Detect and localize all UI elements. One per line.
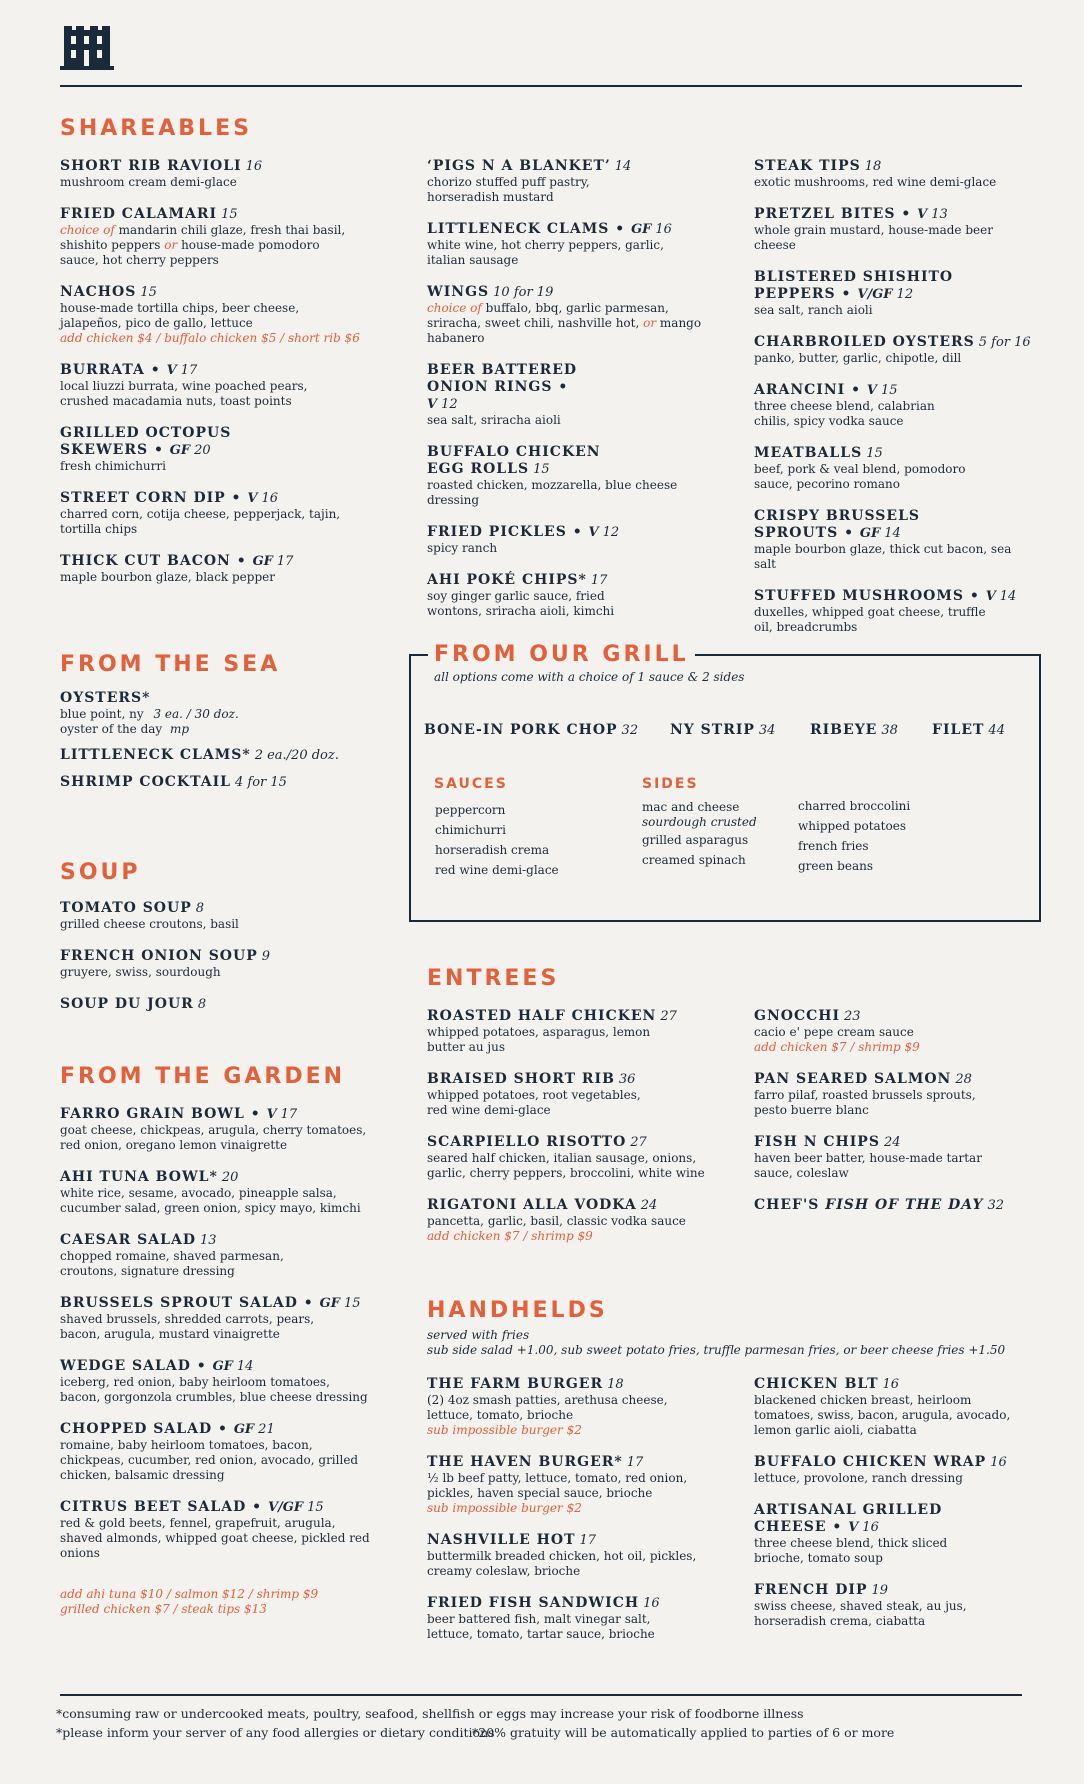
- menu-item: THICK CUT BACON • GF 17 maple bourbon glaze, black pepper: [60, 553, 360, 585]
- item-name: WEDGE SALAD: [60, 1358, 191, 1374]
- item-price: 27: [630, 1135, 647, 1150]
- item-price: 17: [579, 1533, 597, 1548]
- item-price: 34: [758, 723, 776, 738]
- handhelds-note-1: served with fries: [427, 1328, 530, 1342]
- grill-cut-4: [932, 722, 1005, 739]
- item-name: SHORT RIB RAVIOLI: [60, 158, 242, 174]
- menu-item: [754, 1454, 1024, 1486]
- menu-item: [60, 206, 360, 268]
- bottom-divider: [60, 1694, 1022, 1696]
- menu-item: [427, 158, 717, 205]
- item-price: 20: [221, 1170, 239, 1185]
- item-price: 9: [261, 949, 271, 964]
- item-desc: ½ lb beef patty, lettuce, tomato, red onion, pickles, haven special sauce, brioche: [427, 1471, 688, 1500]
- menu-item: [754, 445, 1034, 492]
- item-price: 5 for 16: [978, 335, 1031, 350]
- menu-item: PRETZEL BITES • V 13 whole grain mustard, house-made beer cheese: [754, 206, 1034, 253]
- item-name: FRIED PICKLES: [427, 524, 567, 540]
- shareables-col-1: [60, 158, 360, 601]
- item-price: 24: [640, 1198, 658, 1213]
- item-desc: blackened chicken breast, heirloom tomatoes, swiss, bacon, arugula, avocado, lemon garlic aioli, ciabatta: [754, 1393, 1011, 1437]
- side-item: creamed spinach: [642, 853, 746, 867]
- item-name: LITTLENECK CLAMS: [427, 221, 610, 237]
- item-name: ARANCINI: [754, 382, 846, 398]
- item-addon: sub impossible burger $2: [427, 1501, 582, 1515]
- grill-subtitle: all options come with a choice of 1 sauce & 2 sides: [434, 670, 745, 684]
- item-price: 38: [881, 723, 898, 738]
- menu-item: ARANCINI • V 15 three cheese blend, calabrian chilis, spicy vodka sauce: [754, 382, 1034, 429]
- menu-item: [427, 1376, 717, 1438]
- item-name: GRILLED OCTOPUS SKEWERS: [60, 425, 232, 458]
- item-addon: add chicken $4 / buffalo chicken $5 / short rib $6: [60, 331, 360, 345]
- item-price: 18: [864, 159, 882, 174]
- grill-cut-2: [670, 722, 775, 739]
- grill-title: FROM OUR GRILL: [428, 642, 695, 667]
- item-desc: grilled cheese croutons, basil: [60, 917, 239, 931]
- item-desc: sea salt, ranch aioli: [754, 303, 873, 317]
- menu-item: [427, 1532, 717, 1579]
- item-desc: shaved brussels, shredded carrots, pears, bacon, arugula, mustard vinaigrette: [60, 1312, 315, 1341]
- item-name: FILET: [932, 722, 985, 738]
- menu-item: [754, 1582, 1024, 1629]
- menu-item: [60, 996, 390, 1013]
- handhelds-title: HANDHELDS: [427, 1298, 608, 1323]
- item-desc: whole grain mustard, house-made beer cheese: [754, 223, 993, 252]
- item-price: 16: [862, 1520, 879, 1535]
- menu-item: BRUSSELS SPROUT SALAD • GF 15 shaved brussels, shredded carrots, pears, bacon, arugula, mustard vinaigrette: [60, 1295, 361, 1341]
- item-price: 12: [602, 525, 620, 540]
- menu-item: [427, 1454, 717, 1516]
- item-name: BEER BATTERED ONION RINGS: [427, 362, 578, 395]
- item-name: GNOCCHI: [754, 1008, 841, 1024]
- item-name: BONE-IN PORK CHOP: [424, 722, 618, 738]
- shareables-col-3: [754, 158, 1034, 651]
- item-price: 28: [955, 1072, 972, 1087]
- diet-tag: V: [266, 1107, 277, 1122]
- item-desc: local liuzzi burrata, wine poached pears, crushed macadamia nuts, toast points: [60, 379, 308, 408]
- item-price: 15: [881, 383, 898, 398]
- diet-tag: V: [866, 383, 877, 398]
- item-name: SOUP DU JOUR: [60, 996, 194, 1012]
- menu-item: [754, 1008, 1024, 1055]
- sauces-list: [435, 800, 559, 880]
- side-item: green beans: [798, 859, 873, 873]
- item-price: 12: [441, 397, 458, 412]
- item-price: 15: [533, 462, 550, 477]
- item-price: 8: [197, 997, 207, 1012]
- item-desc: chorizo stuffed puff pastry, horseradish mustard: [427, 175, 590, 204]
- sauces-title: SAUCES: [434, 776, 508, 792]
- garden-addon-2: grilled chicken $7 / steak tips $13: [60, 1602, 267, 1616]
- diet-tag: GF: [169, 443, 191, 458]
- menu-item: GRILLED OCTOPUS SKEWERS • GF 20 fresh chimichurri: [60, 425, 360, 474]
- item-name: STEAK TIPS: [754, 158, 861, 174]
- item-desc: spicy ranch: [427, 541, 498, 555]
- sides-title: SIDES: [642, 776, 699, 792]
- item-name: RIBEYE: [810, 722, 878, 738]
- item-desc: mango habanero: [427, 316, 702, 345]
- item-name: BLISTERED SHISHITO PEPPERS: [754, 269, 954, 302]
- footer-note-2: *please inform your server of any food allergies or dietary conditions: [56, 1725, 495, 1740]
- item-price: 17: [280, 1107, 298, 1122]
- item-price: 8: [195, 901, 205, 916]
- menu-item: [60, 948, 390, 980]
- entrees-title: ENTREES: [427, 966, 560, 991]
- diet-tag: V: [166, 363, 177, 378]
- item-price: 16: [990, 1455, 1007, 1470]
- menu-item: CITRUS BEET SALAD • V/GF 15 red & gold beets, fennel, grapefruit, arugula, shaved almonds, whipped goat cheese, pickled red onions: [60, 1499, 370, 1560]
- clams-price: 2 ea./20 doz.: [254, 748, 339, 763]
- item-desc: whipped potatoes, asparagus, lemon butter au jus: [427, 1025, 651, 1054]
- item-price: 15: [307, 1500, 324, 1515]
- item-name: WINGS: [427, 284, 490, 300]
- sauce-item: horseradish crema: [435, 843, 550, 857]
- item-price: 44: [988, 723, 1005, 738]
- item-name: PRETZEL BITES: [754, 206, 896, 222]
- item-desc: chopped romaine, shaved parmesan, croutons, signature dressing: [60, 1249, 284, 1278]
- oysters-price-2: mp: [170, 722, 190, 736]
- item-price: 12: [896, 287, 914, 302]
- item-name: NACHOS: [60, 284, 137, 300]
- diet-tag: GF: [233, 1422, 255, 1437]
- item-desc: haven beer batter, house-made tartar sauce, coleslaw: [754, 1151, 982, 1180]
- item-price: 14: [999, 589, 1017, 604]
- item-desc: charred corn, cotija cheese, pepperjack, tajin, tortilla chips: [60, 507, 341, 536]
- shrimp-name: SHRIMP COCKTAIL: [60, 774, 231, 790]
- menu-item: STREET CORN DIP • V 16 charred corn, cotija cheese, pepperjack, tajin, tortilla chips: [60, 490, 360, 537]
- diet-tag: GF: [252, 554, 273, 569]
- menu-item: BLISTERED SHISHITO PEPPERS • V/GF 12 sea salt, ranch aioli: [754, 269, 1034, 318]
- item-name: FISH N CHIPS: [754, 1134, 880, 1150]
- menu-item: [60, 284, 360, 346]
- menu-item: [427, 1134, 707, 1181]
- item-name: NASHVILLE HOT: [427, 1532, 576, 1548]
- item-price: 14: [236, 1359, 254, 1374]
- diet-tag: V: [848, 1520, 859, 1535]
- sea-list: [60, 690, 390, 791]
- item-desc: house-made tortilla chips, beer cheese, jalapeños, pico de gallo, lettuce: [60, 301, 300, 330]
- item-name: RIGATONI ALLA VODKA: [427, 1197, 637, 1213]
- item-price: 16: [882, 1377, 900, 1392]
- item-name: FRIED FISH SANDWICH: [427, 1595, 640, 1611]
- sauce-item: red wine demi-glace: [435, 863, 559, 877]
- side-item: french fries: [798, 839, 869, 853]
- item-price: 17: [626, 1455, 644, 1470]
- oysters-price-1: 3 ea. / 30 doz.: [153, 707, 239, 721]
- item-desc: mushroom cream demi-glace: [60, 175, 237, 189]
- item-desc: maple bourbon glaze, thick cut bacon, sea salt: [754, 542, 1012, 571]
- item-price: 21: [258, 1422, 275, 1437]
- oysters-name: OYSTERS*: [60, 690, 151, 706]
- sauce-item: chimichurri: [435, 823, 506, 837]
- clams-name: LITTLENECK CLAMS*: [60, 747, 251, 763]
- handhelds-note-2: sub side salad +1.00, sub sweet potato fries, truffle parmesan fries, or beer cheese fries +1.50: [427, 1343, 1006, 1357]
- item-desc: maple bourbon glaze, black pepper: [60, 570, 275, 584]
- item-price: 13: [199, 1233, 217, 1248]
- item-addon: add chicken $7 / shrimp $9: [427, 1229, 593, 1243]
- menu-item: BURRATA • V 17 local liuzzi burrata, wine poached pears, crushed macadamia nuts, toast points: [60, 362, 360, 409]
- item-name: STREET CORN DIP: [60, 490, 226, 506]
- item-name: THE FARM BURGER: [427, 1376, 604, 1392]
- item-price: 19: [871, 1583, 889, 1598]
- menu-item: [427, 284, 717, 346]
- menu-item: ARTISANAL GRILLED CHEESE • V 16 three cheese blend, thick sliced brioche, tomato soup: [754, 1502, 1024, 1566]
- side-item: sourdough crusted: [642, 815, 757, 829]
- side-item: grilled asparagus: [642, 833, 749, 847]
- menu-item: BEER BATTERED ONION RINGS • V 12 sea salt, sriracha aioli: [427, 362, 717, 428]
- chef-special: FISH OF THE DAY: [825, 1197, 984, 1213]
- item-desc: beer battered fish, malt vinegar salt, lettuce, tomato, tartar sauce, brioche: [427, 1612, 655, 1641]
- diet-tag: V: [985, 589, 996, 604]
- item-price: 18: [607, 1377, 624, 1392]
- item-price: 10 for 19: [493, 285, 554, 300]
- menu-item: [427, 1008, 707, 1055]
- item-price: 16: [261, 491, 279, 506]
- item-price: 16: [643, 1596, 660, 1611]
- item-desc: swiss cheese, shaved steak, au jus, horseradish crema, ciabatta: [754, 1599, 967, 1628]
- menu-item: [60, 1232, 370, 1279]
- item-price: 17: [590, 573, 608, 588]
- oysters-line-2: oyster of the day: [60, 722, 163, 736]
- menu-item: [754, 158, 1034, 190]
- menu-item: [754, 1071, 1024, 1118]
- diet-tag: GF: [319, 1296, 340, 1311]
- menu-item: [60, 158, 360, 190]
- choice-of-label: choice of: [60, 223, 115, 237]
- item-name: AHI POKÉ CHIPS*: [427, 572, 587, 588]
- top-divider: [60, 85, 1022, 87]
- menu-item: [427, 1071, 707, 1118]
- item-desc: cacio e' pepe cream sauce: [754, 1025, 914, 1039]
- menu-item: WEDGE SALAD • GF 14 iceberg, red onion, baby heirloom tomatoes, bacon, gorgonzola crumbles, blue cheese dressing: [60, 1358, 370, 1405]
- item-price: 36: [618, 1072, 636, 1087]
- item-desc: mandarin chili glaze, fresh thai basil, shishito peppers: [60, 223, 346, 252]
- item-name: FARRO GRAIN BOWL: [60, 1106, 245, 1122]
- sides-list-b: [798, 796, 910, 876]
- item-desc: red & gold beets, fennel, grapefruit, arugula, shaved almonds, whipped goat cheese, pickled red onions: [60, 1516, 370, 1560]
- item-price: 15: [343, 1296, 361, 1311]
- item-desc: three cheese blend, thick sliced brioche, tomato soup: [754, 1536, 948, 1565]
- diet-tag: V: [917, 207, 928, 222]
- menu-item: CRISPY BRUSSELS SPROUTS • GF 14 maple bourbon glaze, thick cut bacon, sea salt: [754, 508, 1034, 572]
- menu-item: [427, 572, 717, 619]
- item-name: NY STRIP: [670, 722, 755, 738]
- diet-tag: V: [427, 397, 438, 412]
- item-desc: buffalo, bbq, garlic parmesan, sriracha, sweet chili, nashville hot,: [427, 301, 669, 330]
- item-desc: gruyere, swiss, sourdough: [60, 965, 221, 979]
- item-name: THICK CUT BACON: [60, 553, 231, 569]
- item-name: CITRUS BEET SALAD: [60, 1499, 247, 1515]
- menu-item: [754, 334, 1034, 366]
- item-price: 32: [621, 723, 639, 738]
- oysters-line-1: blue point, ny: [60, 707, 144, 721]
- item-price: 17: [180, 363, 198, 378]
- item-name: ARTISANAL GRILLED CHEESE: [754, 1502, 943, 1535]
- item-name: BRUSSELS SPROUT SALAD: [60, 1295, 298, 1311]
- castle-icon: [60, 26, 114, 72]
- item-name: AHI TUNA BOWL*: [60, 1169, 218, 1185]
- menu-item: [60, 900, 390, 932]
- sea-title: FROM THE SEA: [60, 652, 281, 677]
- diet-tag: V/GF: [857, 287, 893, 302]
- item-name: CHARBROILED OYSTERS: [754, 334, 975, 350]
- item-name: PAN SEARED SALMON: [754, 1071, 952, 1087]
- item-desc: fresh chimichurri: [60, 459, 166, 473]
- item-price: 15: [140, 285, 157, 300]
- item-desc: house-made pomodoro sauce, hot cherry peppers: [60, 238, 320, 267]
- item-desc: farro pilaf, roasted brussels sprouts, pesto buerre blanc: [754, 1088, 976, 1117]
- garden-title: FROM THE GARDEN: [60, 1064, 346, 1089]
- item-addon: sub impossible burger $2: [427, 1423, 582, 1437]
- item-name: TOMATO SOUP: [60, 900, 192, 916]
- item-desc: romaine, baby heirloom tomatoes, bacon, chickpeas, cucumber, red onion, avocado, grilled chicken, balsamic dressing: [60, 1438, 359, 1482]
- or-label: or: [643, 316, 657, 330]
- garden-addon-1: add ahi tuna $10 / salmon $12 / shrimp $9: [60, 1587, 319, 1601]
- item-price: 24: [883, 1135, 901, 1150]
- footer-note-3: *20% gratuity will be automatically applied to parties of 6 or more: [472, 1725, 895, 1740]
- handhelds-col-2: [754, 1376, 1024, 1645]
- item-name: CHOPPED SALAD: [60, 1421, 213, 1437]
- side-item: mac and cheese: [642, 800, 740, 814]
- item-name: FRENCH DIP: [754, 1582, 868, 1598]
- logo: [60, 26, 114, 72]
- item-name: ROASTED HALF CHICKEN: [427, 1008, 657, 1024]
- item-desc: whipped potatoes, root vegetables, red wine demi-glace: [427, 1088, 641, 1117]
- entrees-col-1: [427, 1008, 707, 1260]
- item-desc: buttermilk breaded chicken, hot oil, pickles, creamy coleslaw, brioche: [427, 1549, 697, 1578]
- diet-tag: V: [588, 525, 599, 540]
- item-desc: white wine, hot cherry peppers, garlic, italian sausage: [427, 238, 664, 267]
- menu-item: [427, 1595, 717, 1642]
- item-name: THE HAVEN BURGER*: [427, 1454, 623, 1470]
- item-name: SCARPIELLO RISOTTO: [427, 1134, 627, 1150]
- footer-note-1: *consuming raw or undercooked meats, poultry, seafood, shellfish or eggs may increase your risk of foodborne illness: [56, 1706, 804, 1721]
- item-desc: sea salt, sriracha aioli: [427, 413, 561, 427]
- menu-item: [754, 1197, 1024, 1214]
- item-desc: seared half chicken, italian sausage, onions, garlic, cherry peppers, broccolini, white wine: [427, 1151, 705, 1180]
- item-name: BUFFALO CHICKEN WRAP: [754, 1454, 987, 1470]
- item-name: BRAISED SHORT RIB: [427, 1071, 615, 1087]
- grill-cut-1: [424, 722, 638, 739]
- item-desc: white rice, sesame, avocado, pineapple salsa, cucumber salad, green onion, spicy mayo, kimchi: [60, 1186, 361, 1215]
- item-price: 17: [276, 554, 294, 569]
- garden-list: [60, 1106, 370, 1617]
- item-name: FRIED CALAMARI: [60, 206, 218, 222]
- chef-name: CHEF'S: [754, 1197, 820, 1213]
- item-price: 15: [221, 207, 238, 222]
- item-name: CAESAR SALAD: [60, 1232, 196, 1248]
- shareables-col-2: [427, 158, 717, 635]
- item-desc: exotic mushrooms, red wine demi-glace: [754, 175, 997, 189]
- item-desc: three cheese blend, calabrian chilis, spicy vodka sauce: [754, 399, 935, 428]
- side-item: whipped potatoes: [798, 819, 906, 833]
- item-price: 14: [614, 159, 632, 174]
- item-name: STUFFED MUSHROOMS: [754, 588, 964, 604]
- item-desc: beef, pork & veal blend, pomodoro sauce, pecorino romano: [754, 462, 966, 491]
- side-item: charred broccolini: [798, 799, 911, 813]
- diet-tag: V/GF: [267, 1500, 304, 1515]
- menu-item: FRIED PICKLES • V 12 spicy ranch: [427, 524, 717, 556]
- diet-tag: GF: [631, 222, 652, 237]
- shrimp-price: 4 for 15: [234, 775, 287, 790]
- menu-item: [754, 1134, 1024, 1181]
- menu-item: [427, 1197, 707, 1244]
- choice-of-label: choice of: [427, 301, 482, 315]
- item-price: 14: [884, 526, 901, 541]
- item-name: FRENCH ONION SOUP: [60, 948, 258, 964]
- item-desc: lettuce, provolone, ranch dressing: [754, 1471, 963, 1485]
- item-desc: (2) 4oz smash patties, arethusa cheese, lettuce, tomato, brioche: [427, 1393, 668, 1422]
- item-desc: roasted chicken, mozzarella, blue cheese dressing: [427, 478, 678, 507]
- item-desc: duxelles, whipped goat cheese, truffle oil, breadcrumbs: [754, 605, 986, 634]
- item-name: MEATBALLS: [754, 445, 863, 461]
- item-price: 15: [866, 446, 883, 461]
- or-label: or: [164, 238, 178, 252]
- menu-item: LITTLENECK CLAMS • GF 16 white wine, hot cherry peppers, garlic, italian sausage: [427, 221, 672, 267]
- menu-item: [60, 1169, 370, 1216]
- entrees-col-2: [754, 1008, 1024, 1230]
- item-name: CHICKEN BLT: [754, 1376, 879, 1392]
- item-name: BURRATA: [60, 362, 145, 378]
- chef-price: 32: [987, 1198, 1005, 1213]
- grill-cut-3: [810, 722, 898, 739]
- diet-tag: V: [247, 491, 258, 506]
- item-name: ‘PIGS N A BLANKET’: [427, 158, 611, 174]
- sauce-item: peppercorn: [435, 803, 506, 817]
- item-desc: soy ginger garlic sauce, fried wontons, sriracha aioli, kimchi: [427, 589, 615, 618]
- menu-item: STUFFED MUSHROOMS • V 14 duxelles, whipped goat cheese, truffle oil, breadcrumbs: [754, 588, 1017, 634]
- soup-list: [60, 900, 390, 1029]
- item-name: CRISPY BRUSSELS SPROUTS: [754, 508, 921, 541]
- item-desc: pancetta, garlic, basil, classic vodka sauce: [427, 1214, 686, 1228]
- menu-item: CHOPPED SALAD • GF 21 romaine, baby heirloom tomatoes, bacon, chickpeas, cucumber, red onion, avocado, grilled chicken, balsamic dressing: [60, 1421, 370, 1483]
- item-desc: panko, butter, garlic, chipotle, dill: [754, 351, 962, 365]
- item-desc: iceberg, red onion, baby heirloom tomatoes, bacon, gorgonzola crumbles, blue cheese dressing: [60, 1375, 368, 1404]
- diet-tag: GF: [212, 1359, 233, 1374]
- menu-item: [427, 444, 717, 508]
- item-price: 16: [245, 159, 263, 174]
- menu-item: FARRO GRAIN BOWL • V 17 goat cheese, chickpeas, arugula, cherry tomatoes, red onion, oregano lemon vinaigrette: [60, 1106, 370, 1153]
- item-price: 13: [931, 207, 948, 222]
- handhelds-col-1: [427, 1376, 717, 1658]
- item-price: 20: [194, 443, 211, 458]
- item-price: 27: [660, 1009, 677, 1024]
- item-name: BUFFALO CHICKEN EGG ROLLS: [427, 444, 601, 477]
- soup-title: SOUP: [60, 860, 141, 885]
- item-price: 23: [844, 1009, 861, 1024]
- menu-item: [754, 1376, 1024, 1438]
- item-addon: add chicken $7 / shrimp $9: [754, 1040, 920, 1054]
- item-price: 16: [655, 222, 672, 237]
- sides-list-a: [642, 800, 757, 870]
- shareables-title: SHAREABLES: [60, 116, 252, 141]
- item-desc: goat cheese, chickpeas, arugula, cherry tomatoes, red onion, oregano lemon vinaigrette: [60, 1123, 367, 1152]
- diet-tag: GF: [859, 526, 881, 541]
